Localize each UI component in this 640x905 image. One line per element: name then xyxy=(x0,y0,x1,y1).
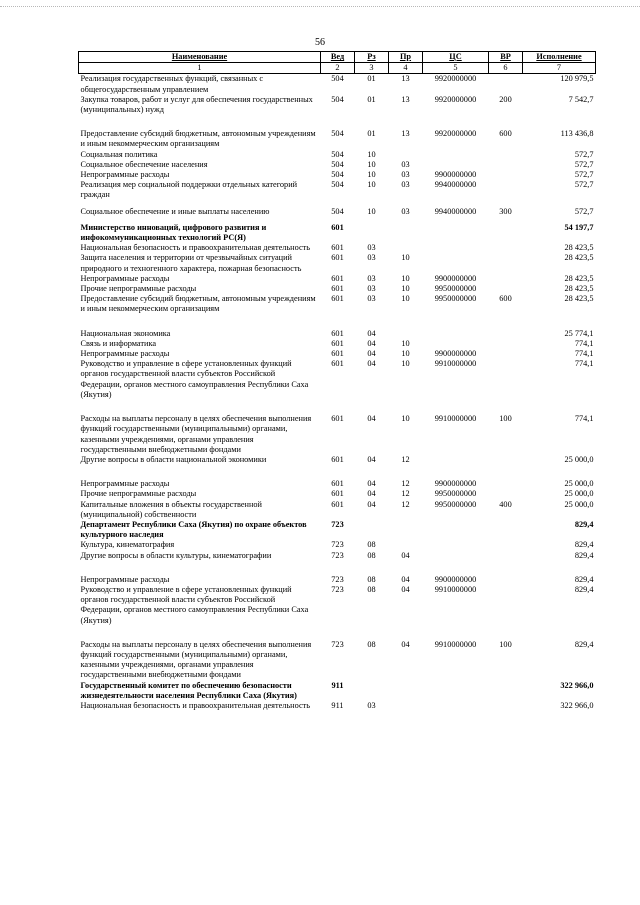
row-ved: 601 xyxy=(331,338,344,348)
row-rz: 01 xyxy=(367,129,376,139)
row-name: Предоставление субсидий бюджетным, автономным учреждениям и иным некоммерческим организациям xyxy=(80,294,316,314)
header-rz: Рз xyxy=(355,52,389,63)
row-rz: 03 xyxy=(367,284,376,294)
row-rz: 04 xyxy=(367,479,376,489)
row-rz: 04 xyxy=(367,489,376,499)
row-pr: 10 xyxy=(401,294,410,304)
row-rz: 03 xyxy=(367,294,376,304)
row-cs xyxy=(423,339,489,349)
row-rz: 08 xyxy=(367,550,376,560)
row-rz: 10 xyxy=(367,180,376,190)
row-vr xyxy=(489,681,523,701)
row-vr: 600 xyxy=(499,129,512,139)
row-ved: 504 xyxy=(331,74,344,84)
row-cs: 9900000000 xyxy=(434,273,477,283)
row-name: Непрограммные расходы xyxy=(80,273,170,283)
row-value: 28 423,5 xyxy=(564,273,594,283)
row-pr: 04 xyxy=(401,584,410,594)
row-ved: 911 xyxy=(331,700,344,710)
header-vr: ВР xyxy=(489,52,523,63)
row-ved: 601 xyxy=(331,479,344,489)
row-cs xyxy=(423,520,489,540)
row-ved: 723 xyxy=(331,574,344,584)
row-pr xyxy=(389,701,423,711)
row-vr xyxy=(489,217,523,243)
row-ved: 504 xyxy=(331,159,344,169)
row-rz: 03 xyxy=(367,273,376,283)
row-cs: 9950000000 xyxy=(434,499,477,509)
row-vr: 100 xyxy=(499,414,512,424)
row-value: 25 000,0 xyxy=(564,499,594,509)
row-name: Руководство и управление в сфере установленных функций органов государственной власти субъектов Российской Федерации, органов местного самоуправления Республики Саха (Якутия) xyxy=(80,359,309,399)
table-row xyxy=(79,489,596,499)
table-header-row xyxy=(79,52,596,63)
table-row xyxy=(79,217,596,243)
row-cs: 9900000000 xyxy=(434,349,477,359)
table-row xyxy=(79,455,596,465)
row-ved: 601 xyxy=(331,489,344,499)
table-row xyxy=(79,201,596,217)
row-ved: 723 xyxy=(331,540,344,550)
row-pr: 03 xyxy=(401,206,410,216)
row-rz: 08 xyxy=(367,584,376,594)
row-cs: 9950000000 xyxy=(434,284,477,294)
row-value: 572,7 xyxy=(574,206,594,216)
row-rz: 04 xyxy=(367,414,376,424)
row-pr: 10 xyxy=(401,284,410,294)
row-vr xyxy=(489,160,523,170)
row-vr xyxy=(489,520,523,540)
row-value: 572,7 xyxy=(574,180,594,190)
table-row xyxy=(79,520,596,540)
row-value: 120 979,5 xyxy=(560,74,594,84)
row-value: 829,4 xyxy=(574,574,594,584)
row-rz: 04 xyxy=(367,338,376,348)
table-row xyxy=(79,243,596,253)
row-vr xyxy=(489,561,523,585)
row-ved: 601 xyxy=(331,328,344,338)
table-row xyxy=(79,681,596,701)
row-vr xyxy=(489,253,523,273)
row-cs xyxy=(423,701,489,711)
row-name: Другие вопросы в области культуры, кинематографии xyxy=(80,550,272,560)
row-rz: 10 xyxy=(367,206,376,216)
row-value: 25 000,0 xyxy=(564,489,594,499)
row-name: Защита населения и территории от чрезвычайных ситуаций природного и техногенного характера, пожарная безопасность xyxy=(80,253,302,273)
row-value: 7 542,7 xyxy=(568,94,594,104)
row-ved: 504 xyxy=(331,180,344,190)
row-pr: 12 xyxy=(401,479,410,489)
row-pr: 10 xyxy=(401,349,410,359)
table-row xyxy=(79,115,596,149)
row-name: Государственный комитет по обеспечению безопасности жизнедеятельности населения Республики Саха (Якутия) xyxy=(80,680,297,700)
row-ved: 601 xyxy=(331,222,344,232)
table-row xyxy=(79,626,596,681)
row-cs: 9940000000 xyxy=(434,180,477,190)
row-rz xyxy=(355,217,389,243)
row-ved: 723 xyxy=(331,584,344,594)
row-cs: 9920000000 xyxy=(434,94,477,104)
table-row xyxy=(79,561,596,585)
table-row xyxy=(79,349,596,359)
row-name: Непрограммные расходы xyxy=(80,479,170,489)
row-cs xyxy=(423,243,489,253)
row-name: Социальное обеспечение и иные выплаты населению xyxy=(80,206,270,216)
row-name: Культура, кинематография xyxy=(80,540,175,550)
row-value: 572,7 xyxy=(574,159,594,169)
table-row xyxy=(79,359,596,400)
row-vr xyxy=(489,455,523,465)
header-ved: Вед xyxy=(321,52,355,63)
row-cs xyxy=(423,315,489,339)
table-row xyxy=(79,274,596,284)
column-number: 4 xyxy=(389,63,423,74)
row-vr xyxy=(489,74,523,95)
row-vr xyxy=(489,180,523,200)
row-ved: 504 xyxy=(331,94,344,104)
row-ved: 601 xyxy=(331,273,344,283)
row-name: Расходы на выплаты персоналу в целях обеспечения выполнения функций государственными (муниципальными) органами, казенными учреждениями, органами управления государственными внебюджетными фондами xyxy=(80,639,312,680)
row-value: 572,7 xyxy=(574,149,594,159)
table-row xyxy=(79,95,596,115)
table-row xyxy=(79,465,596,489)
row-value: 829,4 xyxy=(574,584,594,594)
row-vr xyxy=(489,489,523,499)
header-value: Исполнение xyxy=(523,52,596,63)
row-name: Расходы на выплаты персоналу в целях обеспечения выполнения функций государственными (муниципальными) органами, казенными учреждениями, органами управления государственными внебюджетными фондами xyxy=(80,414,312,454)
row-rz: 03 xyxy=(367,243,376,253)
row-cs: 9900000000 xyxy=(434,479,477,489)
row-name: Национальная безопасность и правоохранительная деятельность xyxy=(80,243,311,253)
row-ved: 601 xyxy=(331,359,344,369)
column-number-row xyxy=(79,63,596,74)
row-rz: 08 xyxy=(367,540,376,550)
row-ved: 601 xyxy=(331,284,344,294)
row-cs: 9950000000 xyxy=(434,489,477,499)
row-vr: 300 xyxy=(499,206,512,216)
row-ved: 504 xyxy=(331,129,344,139)
row-cs: 9910000000 xyxy=(434,639,477,649)
row-name: Министерство инноваций, цифрового развития и инфокоммуникационных технологий РС(Я) xyxy=(80,222,267,243)
row-pr: 13 xyxy=(401,129,410,139)
row-value: 829,4 xyxy=(574,519,594,529)
row-rz: 10 xyxy=(367,159,376,169)
row-name: Предоставление субсидий бюджетным, автономным учреждениям и иным некоммерческим организациям xyxy=(80,129,316,149)
row-rz xyxy=(355,681,389,701)
column-number: 6 xyxy=(489,63,523,74)
row-cs: 9910000000 xyxy=(434,359,477,369)
row-ved: 601 xyxy=(331,243,344,253)
row-pr: 03 xyxy=(401,180,410,190)
row-ved: 723 xyxy=(331,639,344,649)
row-value: 774,1 xyxy=(574,338,594,348)
row-value: 25 774,1 xyxy=(564,328,594,338)
row-vr xyxy=(489,465,523,489)
row-name: Непрограммные расходы xyxy=(80,574,170,584)
row-cs xyxy=(423,160,489,170)
row-pr: 03 xyxy=(401,159,410,169)
row-vr xyxy=(489,551,523,561)
row-rz: 08 xyxy=(367,574,376,584)
row-cs xyxy=(423,681,489,701)
row-rz: 04 xyxy=(367,454,376,464)
budget-table xyxy=(78,51,596,711)
table-row xyxy=(79,701,596,711)
row-pr: 12 xyxy=(401,499,410,509)
row-value: 572,7 xyxy=(574,170,594,180)
row-rz: 01 xyxy=(367,74,376,84)
row-ved: 601 xyxy=(331,253,344,263)
row-pr: 13 xyxy=(401,74,410,84)
table-row xyxy=(79,180,596,200)
row-name: Руководство и управление в сфере установленных функций органов государственной власти субъектов Российской Федерации, органов местного самоуправления Республики Саха (Якутия) xyxy=(80,584,309,625)
row-cs: 9940000000 xyxy=(434,206,477,216)
row-value: 113 436,8 xyxy=(560,129,594,139)
row-ved: 601 xyxy=(331,414,344,424)
table-row xyxy=(79,253,596,273)
row-ved: 911 xyxy=(331,680,344,690)
table-row xyxy=(79,540,596,550)
row-rz: 04 xyxy=(367,499,376,509)
column-number: 1 xyxy=(79,63,321,74)
row-ved: 601 xyxy=(331,349,344,359)
row-rz xyxy=(355,520,389,540)
row-name: Прочие непрограммные расходы xyxy=(80,284,197,294)
row-rz: 01 xyxy=(367,94,376,104)
row-pr xyxy=(389,243,423,253)
row-value: 28 423,5 xyxy=(564,284,594,294)
row-value: 322 966,0 xyxy=(560,680,594,690)
row-name: Реализация государственных функций, связанных с общегосударственным управлением xyxy=(80,74,264,94)
row-pr: 10 xyxy=(401,338,410,348)
row-vr: 400 xyxy=(499,499,512,509)
table-row xyxy=(79,170,596,180)
row-rz: 03 xyxy=(367,700,376,710)
table-row xyxy=(79,315,596,339)
row-pr: 04 xyxy=(401,574,410,584)
row-name: Непрограммные расходы xyxy=(80,170,170,180)
row-name: Департамент Республики Саха (Якутия) по охране объектов культурного наследия xyxy=(80,519,307,540)
row-pr xyxy=(389,315,423,339)
row-rz: 10 xyxy=(367,170,376,180)
row-vr xyxy=(489,701,523,711)
row-name: Национальная экономика xyxy=(80,328,171,338)
row-rz: 04 xyxy=(367,328,376,338)
row-cs: 9950000000 xyxy=(434,294,477,304)
row-rz: 04 xyxy=(367,359,376,369)
page-number: 56 xyxy=(315,37,325,48)
row-rz: 10 xyxy=(367,149,376,159)
row-vr xyxy=(489,274,523,284)
row-ved: 601 xyxy=(331,499,344,509)
row-cs xyxy=(423,150,489,160)
row-pr xyxy=(389,540,423,550)
scan-edge-line xyxy=(0,6,640,7)
row-cs xyxy=(423,253,489,273)
row-cs: 9910000000 xyxy=(434,584,477,594)
row-pr xyxy=(389,217,423,243)
row-cs xyxy=(423,540,489,550)
column-number: 2 xyxy=(321,63,355,74)
row-pr: 12 xyxy=(401,454,410,464)
row-name: Другие вопросы в области национальной экономики xyxy=(80,454,267,464)
row-pr xyxy=(389,681,423,701)
row-vr xyxy=(489,339,523,349)
row-pr xyxy=(389,150,423,160)
row-value: 829,4 xyxy=(574,550,594,560)
column-number: 7 xyxy=(523,63,596,74)
row-ved: 504 xyxy=(331,206,344,216)
row-pr: 03 xyxy=(401,170,410,180)
row-cs xyxy=(423,551,489,561)
table-row xyxy=(79,585,596,626)
row-name: Прочие непрограммные расходы xyxy=(80,489,197,499)
table-row xyxy=(79,339,596,349)
row-name: Капитальные вложения в объекты государственной (муниципальной) собственности xyxy=(80,499,262,519)
row-cs xyxy=(423,455,489,465)
row-ved: 504 xyxy=(331,149,344,159)
row-vr: 100 xyxy=(499,639,512,649)
row-value: 322 966,0 xyxy=(560,700,594,710)
column-number: 3 xyxy=(355,63,389,74)
row-cs: 9900000000 xyxy=(434,170,477,180)
row-cs: 9920000000 xyxy=(434,74,477,84)
table-row xyxy=(79,160,596,170)
row-value: 54 197,7 xyxy=(564,222,594,232)
table-row xyxy=(79,500,596,520)
row-cs: 9910000000 xyxy=(434,414,477,424)
row-pr: 10 xyxy=(401,359,410,369)
row-pr: 13 xyxy=(401,94,410,104)
row-name: Социальная политика xyxy=(80,149,158,159)
row-pr: 10 xyxy=(401,414,410,424)
header-cs: ЦС xyxy=(423,52,489,63)
row-value: 28 423,5 xyxy=(564,253,594,263)
header-pr: Пр xyxy=(389,52,423,63)
row-vr xyxy=(489,349,523,359)
row-pr: 04 xyxy=(401,639,410,649)
row-pr: 04 xyxy=(401,550,410,560)
row-cs xyxy=(423,217,489,243)
table-row xyxy=(79,400,596,455)
row-value: 25 000,0 xyxy=(564,454,594,464)
table-row xyxy=(79,74,596,95)
table-row xyxy=(79,150,596,160)
row-name: Закупка товаров, работ и услуг для обеспечения государственных (муниципальных) нужд xyxy=(80,94,313,115)
row-value: 28 423,5 xyxy=(564,243,594,253)
table-row xyxy=(79,284,596,294)
row-name: Национальная безопасность и правоохранительная деятельность xyxy=(80,700,311,710)
row-vr xyxy=(489,585,523,626)
row-cs: 9900000000 xyxy=(434,574,477,584)
row-value: 28 423,5 xyxy=(564,294,594,304)
row-vr xyxy=(489,170,523,180)
row-value: 25 000,0 xyxy=(564,479,594,489)
row-value: 774,1 xyxy=(574,349,594,359)
header-name: Наименование xyxy=(79,52,321,63)
row-vr xyxy=(489,359,523,400)
row-name: Реализация мер социальной поддержки отдельных категорий граждан xyxy=(80,180,298,200)
row-vr xyxy=(489,315,523,339)
row-name: Социальное обеспечение населения xyxy=(80,159,208,169)
row-pr: 12 xyxy=(401,489,410,499)
row-pr: 10 xyxy=(401,253,410,263)
row-rz: 04 xyxy=(367,349,376,359)
row-value: 774,1 xyxy=(574,359,594,369)
row-vr: 600 xyxy=(499,294,512,304)
row-value: 829,4 xyxy=(574,540,594,550)
row-ved: 504 xyxy=(331,170,344,180)
row-cs: 9920000000 xyxy=(434,129,477,139)
row-ved: 723 xyxy=(331,519,344,529)
row-vr xyxy=(489,150,523,160)
row-ved: 723 xyxy=(331,550,344,560)
row-rz: 03 xyxy=(367,253,376,263)
column-number: 5 xyxy=(423,63,489,74)
row-vr xyxy=(489,243,523,253)
row-pr xyxy=(389,520,423,540)
row-ved: 601 xyxy=(331,294,344,304)
row-pr: 10 xyxy=(401,273,410,283)
row-value: 774,1 xyxy=(574,414,594,424)
table-row xyxy=(79,294,596,314)
row-name: Непрограммные расходы xyxy=(80,349,170,359)
row-vr: 200 xyxy=(499,94,512,104)
row-rz: 08 xyxy=(367,639,376,649)
table-row xyxy=(79,551,596,561)
row-value: 829,4 xyxy=(574,639,594,649)
row-name: Связь и информатика xyxy=(80,338,157,348)
row-vr xyxy=(489,540,523,550)
row-vr xyxy=(489,284,523,294)
row-ved: 601 xyxy=(331,454,344,464)
